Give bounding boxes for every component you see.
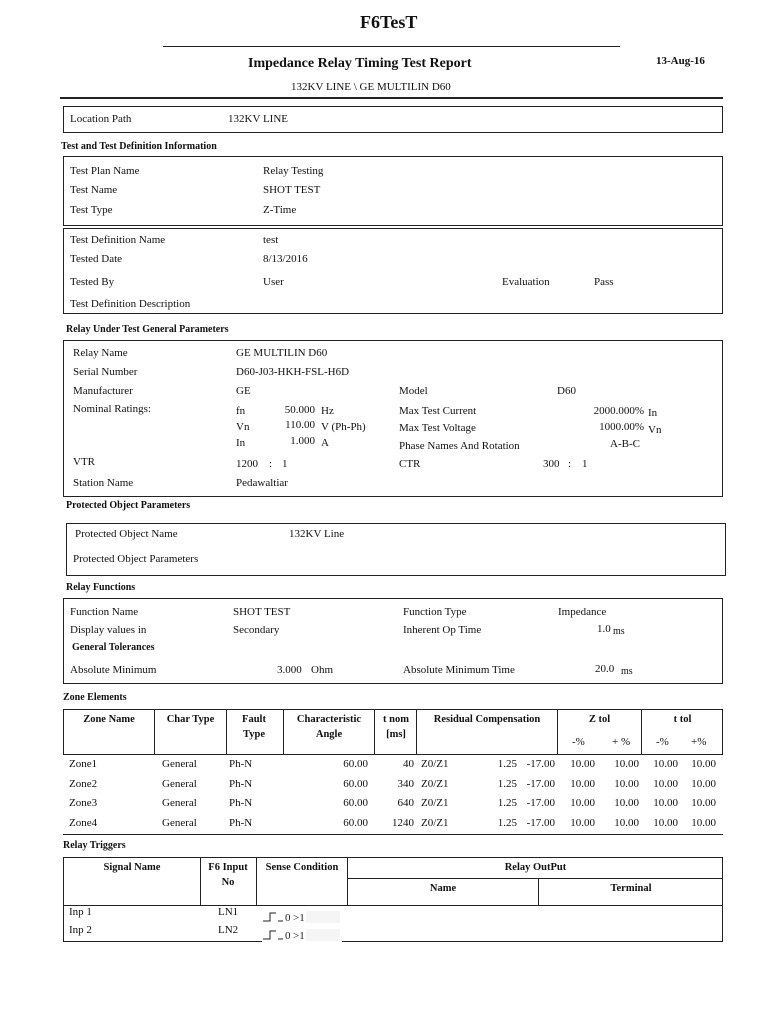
svg-text:0: 0: [285, 912, 291, 924]
location-box: [63, 106, 723, 133]
function-name-value: SHOT TEST: [233, 606, 291, 618]
absolute-minimum-time-unit: ms: [621, 666, 633, 677]
evaluation-label: Evaluation: [502, 276, 550, 288]
zone-row-name: Zone2: [69, 778, 98, 790]
tested-date-value: 8/13/2016: [263, 253, 308, 265]
function-name-label: Function Name: [70, 606, 139, 618]
location-label: Location Path: [70, 113, 132, 125]
tested-by-label: Tested By: [70, 276, 115, 288]
max-test-current-label: Max Test Current: [399, 405, 477, 417]
phase-rotation-label: Phase Names And Rotation: [399, 440, 520, 452]
relay-params-box: [63, 340, 723, 497]
zone-row-zminus: 10.00: [570, 778, 595, 790]
zone-table-bottom-rule: [63, 834, 723, 835]
zone-row-angle: 60.00: [343, 817, 368, 829]
z-tol-plus-header: + %: [612, 736, 631, 748]
fn-label: fn: [236, 405, 246, 417]
zone-row-tnom: 640: [397, 797, 414, 809]
fn-value: 50.000: [284, 404, 315, 416]
zone-row-mag: 1.25: [497, 758, 517, 770]
location-value: 132KV LINE: [228, 113, 288, 125]
vn-value: 110.00: [285, 419, 315, 431]
z-tol-header: Z tol: [588, 714, 611, 725]
zone-row-name: Zone4: [69, 817, 98, 829]
max-test-voltage-unit: Vn: [648, 424, 662, 436]
report-subtitle: 132KV LINE \ GE MULTILIN D60: [291, 81, 451, 93]
characteristic-angle-header: Characteristic Angle: [296, 714, 362, 740]
serial-number-label: Serial Number: [73, 366, 138, 378]
zone-row-tminus: 10.00: [653, 778, 678, 790]
function-type-label: Function Type: [403, 606, 467, 618]
zone-row-char: General: [162, 778, 197, 790]
general-tolerances-title: General Tolerances: [72, 642, 155, 653]
vn-unit: V (Ph-Ph): [321, 421, 366, 433]
zone-row-tminus: 10.00: [653, 797, 678, 809]
brand-title: F6TesT: [360, 12, 418, 32]
zone-row-ang: -17.00: [526, 797, 555, 809]
header-rule: [60, 97, 723, 99]
zone-row-comp: Z0/Z1: [421, 797, 449, 809]
max-test-current-unit: In: [648, 407, 658, 419]
test-definition-name-label: Test Definition Name: [70, 234, 166, 246]
protected-object-name-value: 132KV Line: [289, 528, 345, 540]
zone-row-tplus: 10.00: [691, 778, 716, 790]
test-type-value: Z-Time: [263, 204, 297, 216]
vtr-separator: :: [269, 458, 273, 470]
test-definition-section-title: Test and Test Definition Information: [61, 141, 217, 152]
zone-row-mag: 1.25: [497, 817, 517, 829]
nominal-ratings-label: Nominal Ratings:: [73, 403, 151, 415]
absolute-minimum-value: 3.000: [277, 664, 302, 676]
function-type-value: Impedance: [558, 606, 607, 618]
zone-row-ang: -17.00: [526, 778, 555, 790]
trigger-input-no: LN2: [218, 924, 239, 936]
signal-name-header: Signal Name: [103, 862, 161, 873]
absolute-minimum-time-value: 20.0: [595, 663, 615, 675]
zone-elements-section-title: Zone Elements: [63, 692, 127, 703]
model-value: D60: [557, 385, 576, 397]
protected-section-title: Protected Object Parameters: [66, 500, 191, 511]
vtr-primary: 1200: [236, 458, 258, 470]
ctr-separator: :: [568, 458, 572, 470]
inherent-op-time-value: 1.0: [597, 623, 611, 635]
max-test-current-value: 2000.000%: [593, 405, 644, 417]
sense-condition-rising-edge-icon: [262, 927, 342, 943]
svg-text:>1: >1: [293, 912, 305, 924]
zone-row-tminus: 10.00: [653, 758, 678, 770]
display-values-label: Display values in: [70, 624, 147, 636]
display-values-value: Secondary: [233, 624, 280, 636]
zone-row-mag: 1.25: [497, 778, 517, 790]
f6-input-header: F6 Input No: [208, 862, 248, 888]
zone-name-header: Zone Name: [83, 714, 135, 725]
phase-rotation-value: A-B-C: [610, 438, 640, 450]
relay-name-label: Relay Name: [73, 347, 128, 359]
residual-compensation-header: Residual Compensation: [433, 714, 541, 725]
zone-row-fault: Ph-N: [229, 797, 253, 809]
max-test-voltage-label: Max Test Voltage: [399, 422, 476, 434]
zone-row-zplus: 10.00: [614, 758, 639, 770]
absolute-minimum-unit: Ohm: [311, 664, 333, 676]
ctr-primary: 300: [543, 458, 560, 470]
zone-row-ang: -17.00: [526, 758, 555, 770]
zone-row-angle: 60.00: [343, 778, 368, 790]
zone-row-tplus: 10.00: [691, 758, 716, 770]
zone-row-zminus: 10.00: [570, 758, 595, 770]
output-name-header: Name: [429, 883, 457, 894]
zone-row-comp: Z0/Z1: [421, 778, 449, 790]
ctr-label: CTR: [399, 458, 421, 470]
zone-row-tnom: 1240: [392, 817, 414, 829]
zone-row-ang: -17.00: [526, 817, 555, 829]
test-definition-name-value: test: [263, 234, 279, 246]
output-terminal-header: Terminal: [610, 883, 652, 894]
svg-text:0: 0: [285, 930, 291, 942]
vtr-secondary: 1: [282, 458, 288, 470]
zone-row-char: General: [162, 758, 197, 770]
zone-row-char: General: [162, 817, 197, 829]
zone-row-zplus: 10.00: [614, 797, 639, 809]
t-tol-plus-header: +%: [691, 736, 707, 748]
zone-row-tnom: 40: [403, 758, 414, 770]
inherent-op-time-label: Inherent Op Time: [403, 624, 482, 636]
manufacturer-value: GE: [236, 385, 251, 397]
ctr-secondary: 1: [582, 458, 588, 470]
zone-row-tplus: 10.00: [691, 797, 716, 809]
zone-row-tnom: 340: [397, 778, 414, 790]
zone-row-angle: 60.00: [343, 758, 368, 770]
vn-label: Vn: [236, 421, 250, 433]
zone-row-zminus: 10.00: [570, 797, 595, 809]
zone-row-zplus: 10.00: [614, 817, 639, 829]
zone-row-angle: 60.00: [343, 797, 368, 809]
protected-object-params-label: Protected Object Parameters: [73, 553, 199, 565]
relay-triggers-section-title: Relay Triggers: [63, 840, 126, 851]
sense-condition-rising-edge-icon: [262, 909, 342, 925]
zone-row-fault: Ph-N: [229, 778, 253, 790]
zone-row-tminus: 10.00: [653, 817, 678, 829]
t-tol-minus-header: -%: [656, 736, 669, 748]
zone-row-name: Zone3: [69, 797, 98, 809]
in-label: In: [236, 437, 246, 449]
tested-date-label: Tested Date: [70, 253, 123, 265]
svg-text:>1: >1: [293, 930, 305, 942]
z-tol-minus-header: -%: [572, 736, 585, 748]
trigger-signal-name: Inp 2: [69, 924, 92, 936]
inherent-op-time-unit: ms: [613, 626, 625, 637]
station-name-label: Station Name: [73, 477, 134, 489]
protected-object-name-label: Protected Object Name: [75, 528, 178, 540]
zone-row-fault: Ph-N: [229, 817, 253, 829]
test-plan-name-label: Test Plan Name: [70, 165, 140, 177]
zone-row-zminus: 10.00: [570, 817, 595, 829]
absolute-minimum-time-label: Absolute Minimum Time: [403, 664, 515, 676]
test-name-label: Test Name: [70, 184, 118, 196]
manufacturer-label: Manufacturer: [73, 385, 133, 397]
zone-row-name: Zone1: [69, 758, 98, 770]
serial-number-value: D60-J03-HKH-FSL-H6D: [236, 366, 350, 378]
report-date: 13-Aug-16: [656, 55, 705, 67]
relay-output-header: Relay OutPut: [504, 862, 567, 873]
t-nom-header: t nom [ms]: [383, 714, 409, 740]
relay-functions-section-title: Relay Functions: [66, 582, 136, 593]
in-value: 1.000: [290, 435, 315, 447]
trigger-input-no: LN1: [218, 906, 239, 918]
report-title: Impedance Relay Timing Test Report: [248, 56, 472, 71]
zone-row-comp: Z0/Z1: [421, 817, 449, 829]
zone-row-fault: Ph-N: [229, 758, 253, 770]
absolute-minimum-label: Absolute Minimum: [70, 664, 157, 676]
evaluation-value: Pass: [594, 276, 614, 288]
zone-row-zplus: 10.00: [614, 778, 639, 790]
max-test-voltage-value: 1000.00%: [599, 421, 644, 433]
trigger-signal-name: Inp 1: [69, 906, 92, 918]
test-type-label: Test Type: [70, 204, 113, 216]
test-definition-description-label: Test Definition Description: [70, 298, 191, 310]
zone-row-tplus: 10.00: [691, 817, 716, 829]
zone-row-mag: 1.25: [497, 797, 517, 809]
test-name-value: SHOT TEST: [263, 184, 321, 196]
vtr-label: VTR: [73, 456, 95, 468]
zone-row-char: General: [162, 797, 197, 809]
relay-name-value: GE MULTILIN D60: [236, 347, 328, 359]
t-tol-header: t tol: [673, 714, 692, 725]
model-label: Model: [399, 385, 428, 397]
title-rule: [163, 46, 620, 47]
test-plan-name-value: Relay Testing: [263, 165, 324, 177]
tested-by-value: User: [263, 276, 284, 288]
in-unit: A: [321, 437, 329, 449]
fault-type-header: Fault Type: [242, 714, 266, 740]
sense-condition-header: Sense Condition: [265, 862, 339, 873]
test-plan-box: [63, 156, 723, 226]
relay-section-title: Relay Under Test General Parameters: [66, 324, 229, 335]
char-type-header: Char Type: [166, 714, 215, 725]
station-name-value: Pedawaltiar: [236, 477, 288, 489]
zone-row-comp: Z0/Z1: [421, 758, 449, 770]
fn-unit: Hz: [321, 405, 334, 417]
